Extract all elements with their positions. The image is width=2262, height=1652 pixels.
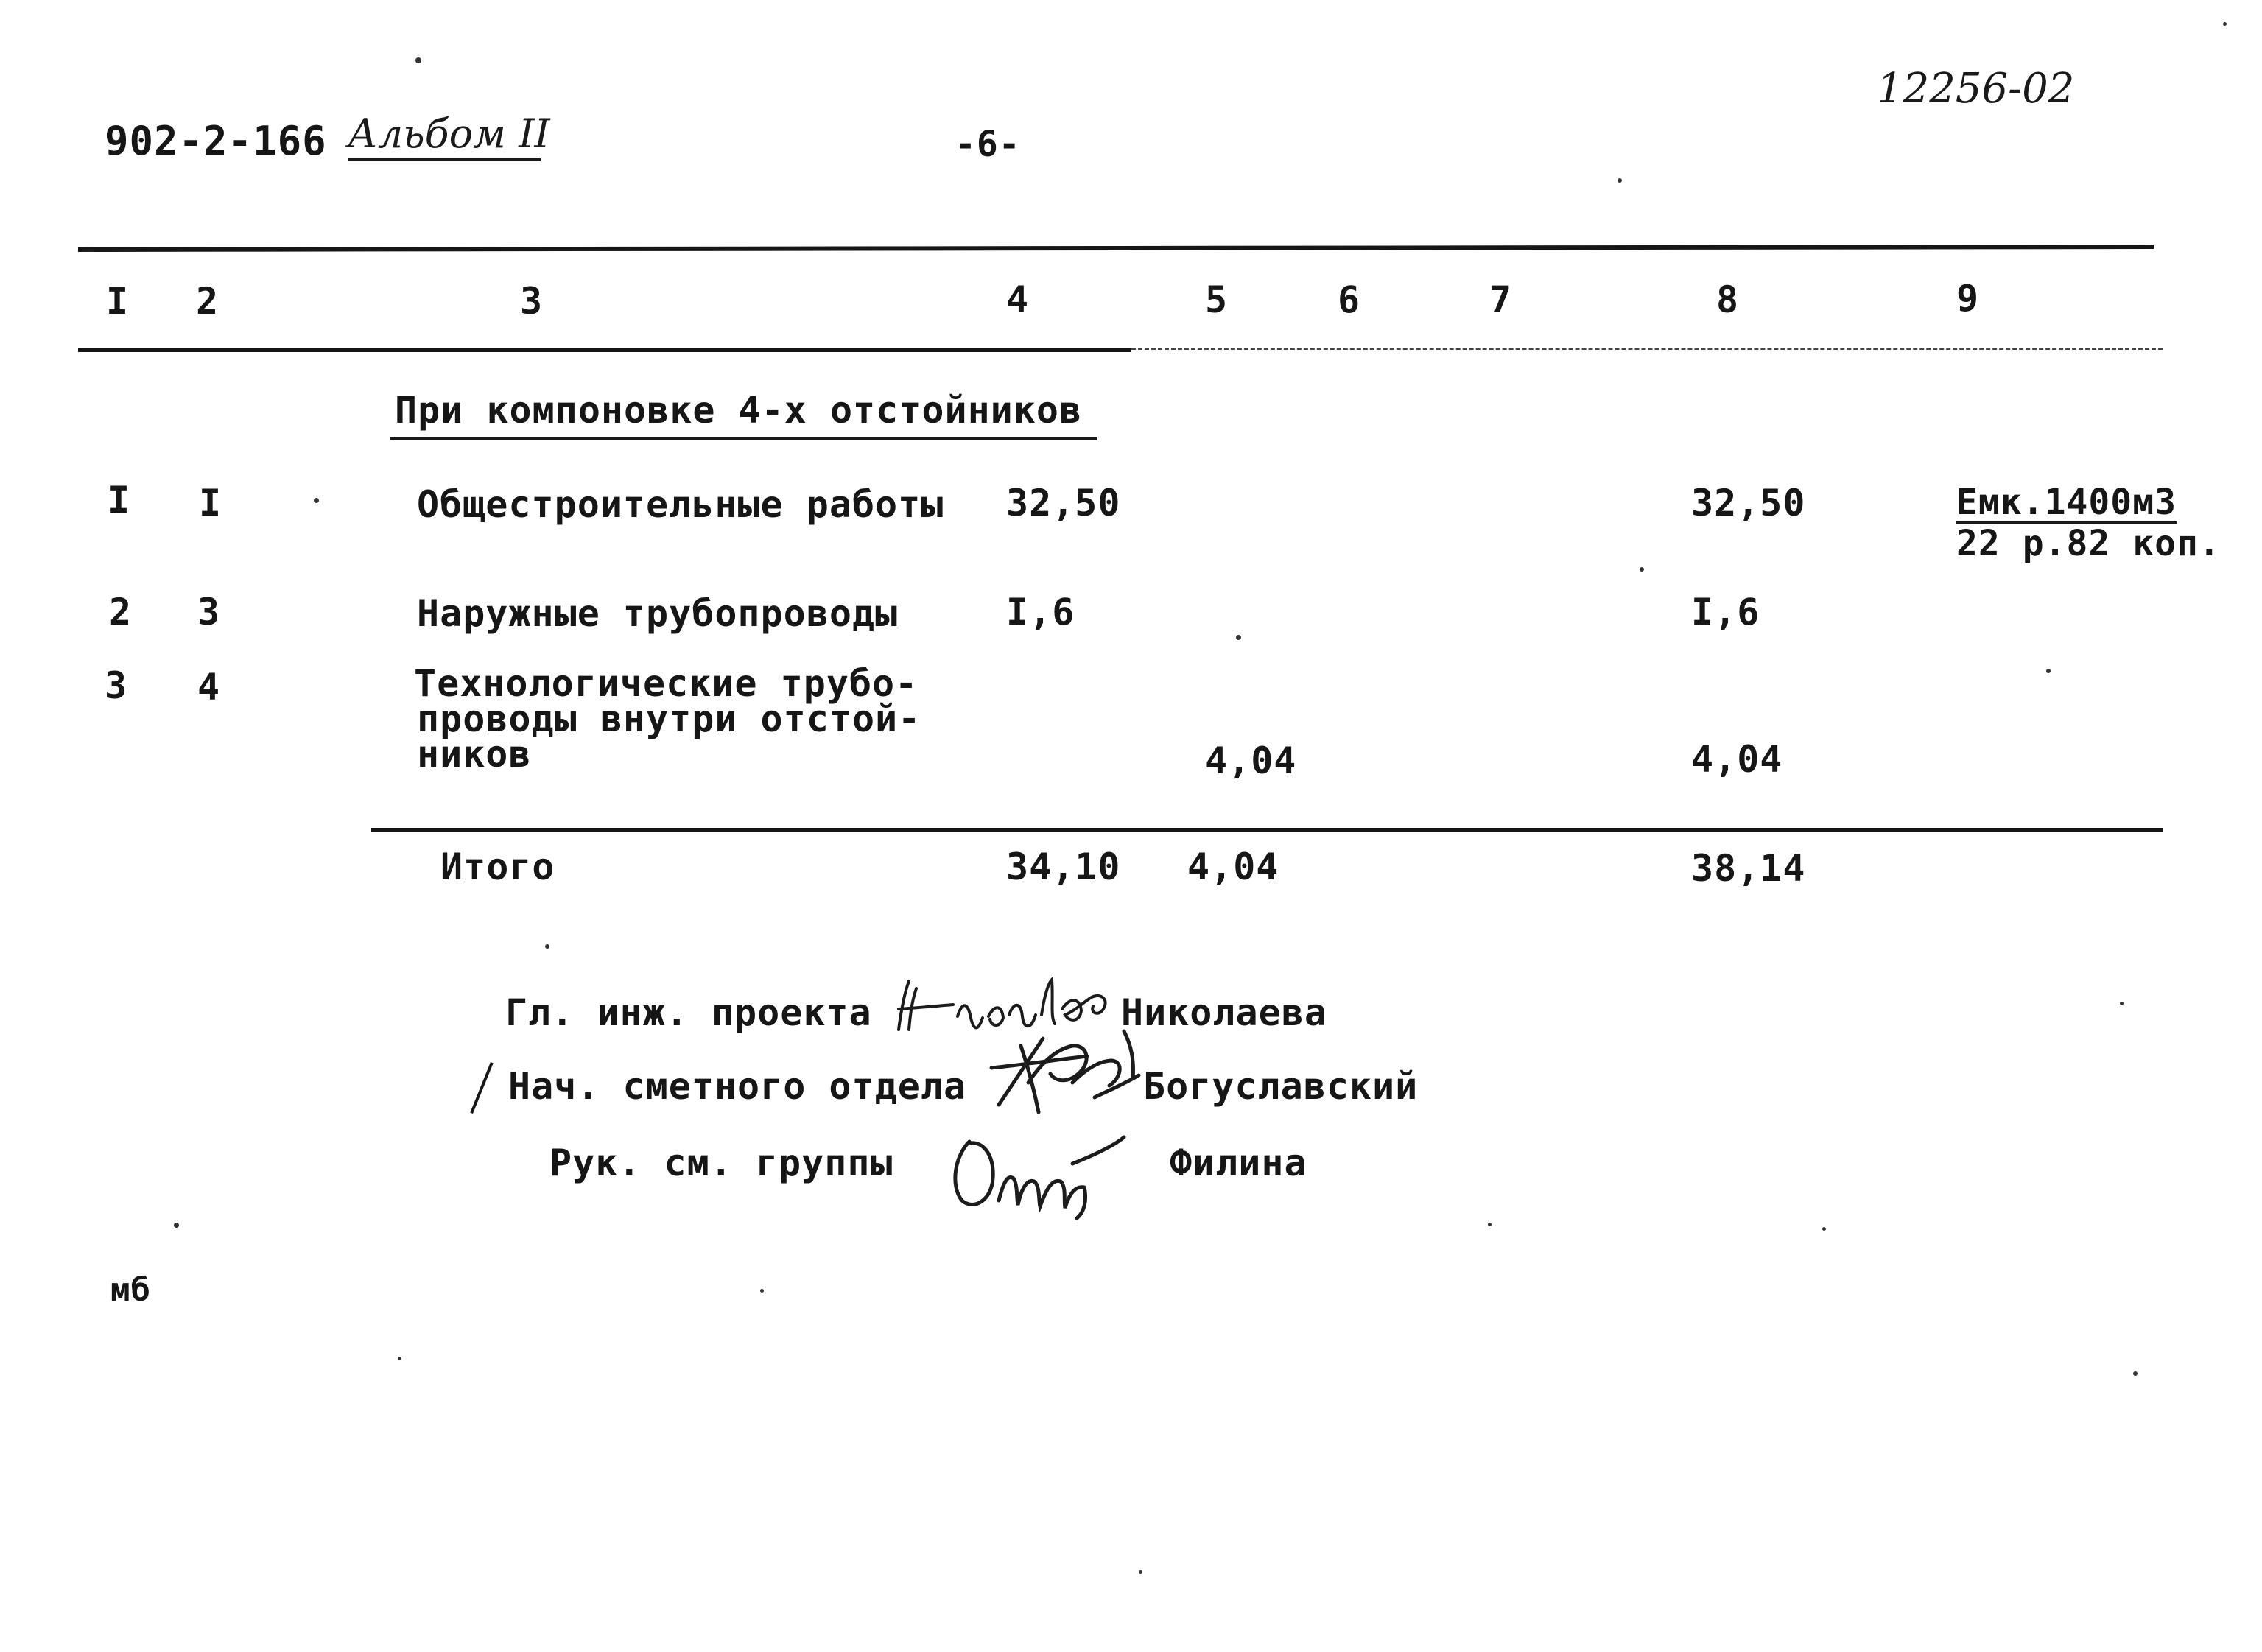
- row-3-name-line2: проводы внутри отстой-: [417, 697, 921, 740]
- scan-speck: [1236, 635, 1241, 640]
- scan-speck: [398, 1357, 401, 1360]
- row-3-number: 3: [105, 664, 128, 707]
- row-1-col4: 32,50: [1006, 482, 1121, 524]
- margin-stroke: [470, 1062, 493, 1114]
- total-label: Итого: [440, 846, 555, 888]
- row-1-col8: 32,50: [1691, 482, 1806, 524]
- row-2-name: Наружные трубопроводы: [417, 592, 899, 635]
- signature-3-name: Филина: [1170, 1142, 1307, 1184]
- section-title: При компоновке 4-х отстойников: [390, 389, 1097, 440]
- col-number-1: I: [106, 280, 130, 323]
- scan-speck: [415, 57, 421, 63]
- scan-speck: [314, 498, 319, 503]
- row-2-number: 2: [109, 591, 133, 633]
- album-label: Альбом II: [348, 110, 541, 161]
- scan-speck: [2223, 22, 2227, 26]
- scan-speck: [1139, 1570, 1142, 1574]
- scan-speck: [1618, 178, 1622, 183]
- scan-speck: [2046, 669, 2051, 673]
- col-number-9: 9: [1956, 277, 1980, 320]
- row-1-name: Общестроительные работы: [417, 483, 944, 526]
- row-2-col4: I,6: [1006, 591, 1075, 633]
- signature-2-name: Богуславский: [1143, 1065, 1419, 1108]
- col-number-7: 7: [1489, 278, 1513, 321]
- footer-initials: мб: [110, 1271, 151, 1309]
- total-rule: [371, 828, 2163, 832]
- column-header-rule: [78, 348, 1131, 352]
- total-col8: 38,14: [1691, 847, 1806, 890]
- handwritten-signature-2: [977, 1016, 1146, 1127]
- scan-speck: [2120, 1002, 2124, 1005]
- row-2-col8: I,6: [1691, 591, 1760, 633]
- row-2-position: 3: [197, 591, 221, 633]
- col-number-8: 8: [1716, 278, 1740, 321]
- scan-speck: [545, 944, 549, 949]
- signature-1-role: Гл. инж. проекта: [505, 991, 872, 1034]
- scan-speck: [1640, 567, 1644, 572]
- row-1-col9-line2: 22 р.82 коп.: [1956, 523, 2221, 564]
- row-3-col8: 4,04: [1691, 738, 1783, 781]
- page-number: -6-: [955, 124, 1021, 165]
- row-1-number: I: [108, 479, 131, 521]
- scan-speck: [1488, 1223, 1492, 1226]
- col-number-3: 3: [520, 280, 544, 323]
- col-number-5: 5: [1205, 278, 1229, 321]
- signature-3-role: Рук. см. группы: [549, 1142, 893, 1184]
- scan-speck: [2133, 1371, 2138, 1376]
- scan-speck: [760, 1289, 764, 1293]
- archive-number: 12256-02: [1877, 65, 2075, 113]
- row-3-col5: 4,04: [1205, 739, 1297, 782]
- column-header-rule-dashed: [1131, 348, 2163, 350]
- scan-speck: [1822, 1227, 1826, 1231]
- doc-code: 902-2-166: [105, 118, 327, 164]
- scan-speck: [174, 1223, 179, 1228]
- handwritten-signature-3: [940, 1120, 1131, 1223]
- row-3-position: 4: [197, 666, 221, 709]
- col-number-2: 2: [196, 280, 219, 323]
- col-number-4: 4: [1006, 278, 1030, 321]
- row-3-name-line3: ников: [417, 733, 532, 776]
- row-3-name-line1: Технологические трубо-: [414, 662, 919, 705]
- col-number-6: 6: [1338, 278, 1361, 321]
- total-col4: 34,10: [1006, 846, 1121, 888]
- table-top-rule: [78, 245, 2154, 252]
- total-col5: 4,04: [1187, 846, 1279, 888]
- signature-1-name: Николаева: [1121, 991, 1327, 1034]
- signature-2-role: Нач. сметного отдела: [508, 1065, 967, 1108]
- row-1-position: I: [199, 482, 222, 524]
- row-1-col9-line1: Емк.1400м3: [1956, 482, 2177, 523]
